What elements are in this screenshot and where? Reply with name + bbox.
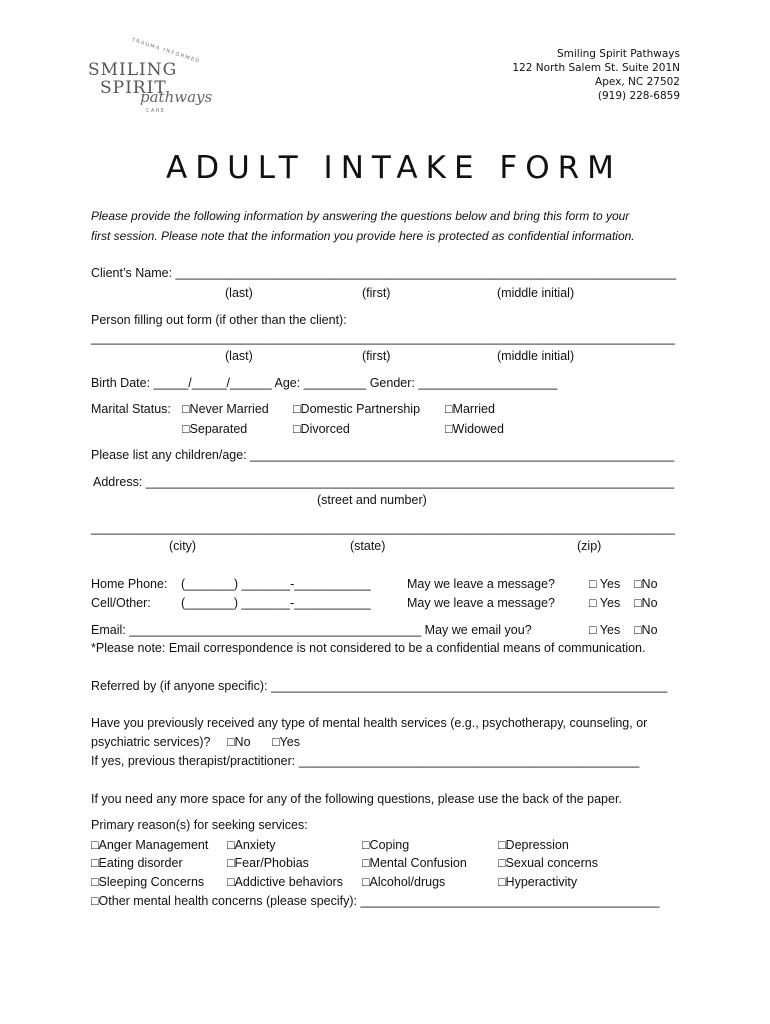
sub-first: (first) (362, 286, 391, 300)
sub-first: (first) (362, 349, 391, 363)
home-message-yes[interactable]: □ Yes (589, 577, 621, 591)
home-phone-field[interactable]: (_______) _______-___________ (181, 577, 371, 591)
email-field[interactable]: Email: __________________________________________ May we email you? (91, 623, 532, 637)
sub-state: (state) (350, 539, 386, 553)
reason-depression[interactable]: □Depression (498, 838, 569, 852)
logo-script: pathways (140, 88, 213, 106)
page-title: ADULT INTAKE FORM (166, 150, 622, 186)
reason-fear-phobias[interactable]: □Fear/Phobias (227, 856, 309, 870)
sub-street: (street and number) (317, 493, 427, 507)
logo-care: CARE (146, 108, 166, 114)
marital-divorced[interactable]: □Divorced (293, 422, 350, 436)
instructions-line1: Please provide the following information by answering the questions below and bring this form to your (91, 209, 630, 223)
previous-therapist-field[interactable]: If yes, previous therapist/practitioner: _________________________________________________ (91, 754, 640, 768)
previous-services-no[interactable]: □No (227, 735, 251, 749)
cell-phone-field[interactable]: (_______) _______-___________ (181, 596, 371, 610)
reason-alcohol-drugs[interactable]: □Alcohol/drugs (362, 875, 446, 889)
address-field[interactable]: Address: ____________________________________________________________________________ (93, 475, 675, 489)
address-phone: (919) 228-6859 (597, 90, 680, 102)
previous-services-yes[interactable]: □Yes (272, 735, 300, 749)
address-name: Smiling Spirit Pathways (556, 48, 680, 60)
birth-age-gender-field[interactable]: Birth Date: _____/_____/______ Age: _________ Gender: ____________________ (91, 376, 558, 390)
logo-word-smiling: SMILING (88, 60, 178, 80)
sub-last: (last) (225, 286, 253, 300)
reason-anxiety[interactable]: □Anxiety (227, 838, 276, 852)
sub-middle: (middle initial) (497, 286, 575, 300)
address-street: 122 North Salem St. Suite 201N (512, 62, 680, 74)
reason-sleeping-concerns[interactable]: □Sleeping Concerns (91, 875, 205, 889)
cell-phone-label: Cell/Other: (91, 596, 151, 610)
logo (86, 37, 213, 118)
address-city: Apex, NC 27502 (595, 76, 680, 88)
referred-by-field[interactable]: Referred by (if anyone specific): _________________________________________________________ (91, 679, 668, 693)
reason-coping[interactable]: □Coping (362, 838, 410, 852)
reason-eating-disorder[interactable]: □Eating disorder (91, 856, 183, 870)
reason-other-field[interactable]: □Other mental health concerns (please specify): ___________________________________________ (91, 894, 660, 908)
email-yes[interactable]: □ Yes (589, 623, 621, 637)
logo-word-spirit: SPIRIT (100, 78, 167, 98)
reason-sexual-concerns[interactable]: □Sexual concerns (498, 856, 598, 870)
marital-domestic-partnership[interactable]: □Domestic Partnership (293, 402, 421, 416)
cell-message-yes[interactable]: □ Yes (589, 596, 621, 610)
reason-mental-confusion[interactable]: □Mental Confusion (362, 856, 467, 870)
previous-services-q2: psychiatric services)? (91, 735, 211, 749)
marital-never-married[interactable]: □Never Married (182, 402, 269, 416)
sub-last: (last) (225, 349, 253, 363)
primary-reasons-label: Primary reason(s) for seeking services: (91, 818, 308, 832)
email-no[interactable]: □No (634, 623, 658, 637)
person-filling-label: Person filling out form (if other than the client): (91, 313, 347, 327)
children-field[interactable]: Please list any children/age: _____________________________________________________________ (91, 448, 675, 462)
home-phone-label: Home Phone: (91, 577, 168, 591)
reason-hyperactivity[interactable]: □Hyperactivity (498, 875, 578, 889)
client-name-field[interactable]: Client’s Name: ________________________________________________________________________ (91, 266, 677, 280)
sub-city: (city) (169, 539, 197, 553)
marital-status-label: Marital Status: (91, 402, 171, 416)
instructions-line2: first session. Please note that the information you provide here is protected as confidential information. (91, 229, 635, 243)
email-note: *Please note: Email correspondence is not considered to be a confidential means of communication. (91, 641, 646, 655)
cell-message-question: May we leave a message? (407, 596, 555, 610)
address-line2[interactable]: ____________________________________________________________________________________ (91, 521, 675, 535)
marital-married[interactable]: □Married (445, 402, 495, 416)
sub-zip: (zip) (577, 539, 602, 553)
previous-services-q1: Have you previously received any type of mental health services (e.g., psychotherapy, counseling, or (91, 716, 648, 730)
reason-addictive-behaviors[interactable]: □Addictive behaviors (227, 875, 343, 889)
home-message-no[interactable]: □No (634, 577, 658, 591)
logo-arc-text: TRAUMA INFORMED (130, 37, 202, 65)
cell-message-no[interactable]: □No (634, 596, 658, 610)
marital-widowed[interactable]: □Widowed (445, 422, 504, 436)
home-message-question: May we leave a message? (407, 577, 555, 591)
reason-anger-management[interactable]: □Anger Management (91, 838, 209, 852)
marital-separated[interactable]: □Separated (182, 422, 248, 436)
person-filling-line[interactable]: ____________________________________________________________________________________ (91, 331, 675, 345)
space-note: If you need any more space for any of the following questions, please use the back of the paper. (91, 792, 622, 806)
sub-middle: (middle initial) (497, 349, 575, 363)
